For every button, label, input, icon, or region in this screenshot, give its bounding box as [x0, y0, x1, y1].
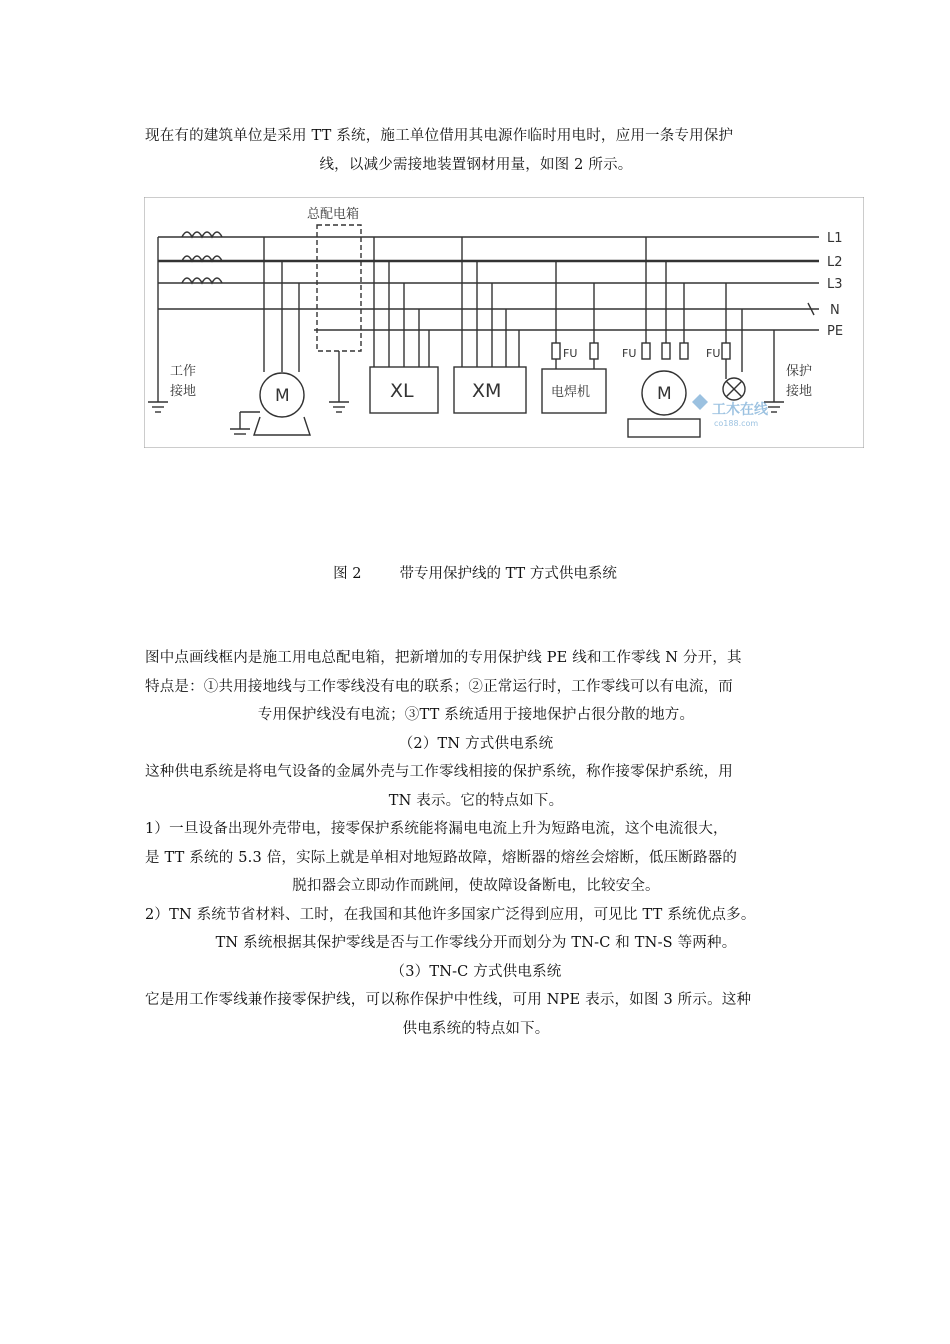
intro-paragraph [145, 122, 807, 179]
label-L2: L2 [827, 255, 843, 270]
label-protect-ground-2: 接地 [786, 384, 813, 399]
label-work-ground-2: 接地 [170, 384, 197, 399]
label-PE: PE [827, 324, 844, 339]
p3-line-3: 脱扣器会立即动作而跳闸，使故障设备断电，比较安全。 [292, 878, 660, 894]
p4-line-2: TN 系统根据其保护零线是否与工作零线分开而划分为 TN-C 和 TN-S 等两种。 [215, 935, 737, 951]
label-motor-2: M [657, 384, 672, 404]
figure-caption [0, 562, 950, 583]
tt-system-diagram [144, 197, 864, 448]
label-fu-2: FU [622, 347, 637, 360]
label-N: N [830, 303, 840, 318]
heading-tnc: （3）TN-C 方式供电系统 [390, 963, 562, 980]
label-fu-1: FU [563, 347, 578, 360]
p5-line-2: 供电系统的特点如下。 [402, 1020, 550, 1037]
body-text [145, 644, 807, 1043]
p4-line-1: 2）TN 系统节省材料、工时，在我国和其他许多国家广泛得到应用，可见比 TT 系统优点多。 [145, 906, 756, 923]
p2-line-1: 这种供电系统是将电气设备的金属外壳与工作零线相接的保护系统，称作接零保护系统，用 [145, 764, 733, 780]
heading-tn: （2）TN 方式供电系统 [398, 735, 554, 752]
label-protect-ground-1: 保护 [786, 364, 813, 379]
caption-title: 带专用保护线的 TT 方式供电系统 [399, 566, 617, 582]
p5-line-1: 它是用工作零线兼作接零保护线，可以称作保护中性线，可用 NPE 表示，如图 3 所示。这种 [145, 992, 752, 1008]
watermark-text: 工木在线 [712, 402, 768, 418]
p1-line-1: 图中点画线框内是施工用电总配电箱，把新增加的专用保护线 PE 线和工作零线 N 分开，其 [145, 650, 742, 666]
p1-line-3: 专用保护线没有电流；③TT 系统适用于接地保护占很分散的地方。 [257, 707, 695, 723]
label-L1: L1 [827, 231, 843, 246]
watermark-sub: co188.com [714, 419, 759, 428]
label-welder: 电焊机 [551, 385, 591, 400]
label-main-box: 总配电箱 [307, 207, 360, 222]
p3-line-2: 是 TT 系统的 5.3 倍，实际上就是单相对地短路故障，熔断器的熔丝会熔断，低压断路器的 [145, 849, 738, 866]
p1-line-2: 特点是：①共用接地线与工作零线没有电的联系；②正常运行时，工作零线可以有电流，而 [145, 678, 733, 695]
caption-number: 图 2 [333, 566, 362, 582]
label-xm: XM [472, 380, 502, 402]
label-motor-1: M [275, 386, 290, 406]
label-L3: L3 [827, 277, 843, 292]
p3-line-1: 1）一旦设备出现外壳带电，接零保护系统能将漏电电流上升为短路电流，这个电流很大， [145, 821, 728, 837]
label-fu-3: FU [706, 347, 721, 360]
p2-line-2: TN 表示。它的特点如下。 [388, 792, 564, 809]
intro-line-1: 现在有的建筑单位是采用 TT 系统，施工单位借用其电源作临时用电时，应用一条专用保护 [145, 128, 734, 144]
intro-line-2: 线，以减少需接地装置钢材用量，如图 2 所示。 [319, 156, 633, 173]
label-xl: XL [390, 380, 414, 402]
label-work-ground-1: 工作 [170, 364, 197, 379]
